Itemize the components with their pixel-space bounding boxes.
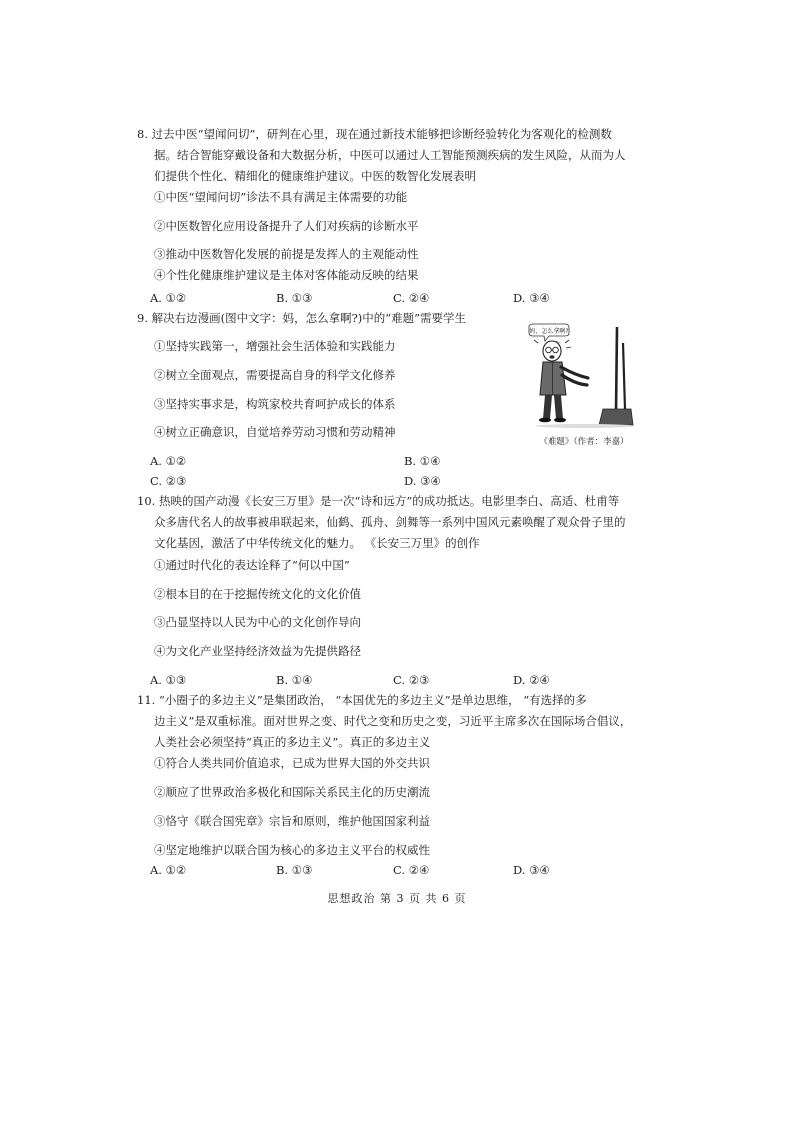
q10-option-a[interactable]: A. ①③ bbox=[150, 673, 187, 687]
q11-option-a[interactable]: A. ①② bbox=[150, 863, 187, 877]
cartoon-svg bbox=[525, 323, 640, 435]
q8-option-d[interactable]: D. ③④ bbox=[513, 291, 550, 305]
speech-text: 妈，怎么拿啊? bbox=[529, 328, 569, 335]
q10-statement-4: ④为文化产业坚持经济效益为先提供路径 bbox=[154, 644, 361, 658]
shoe-left bbox=[539, 418, 551, 423]
q8-option-a[interactable]: A. ①② bbox=[150, 291, 187, 305]
question-11-line-3: 人类社会必须坚持“真正的多边主义”。真正的多边主义 bbox=[154, 735, 431, 749]
dustpan bbox=[599, 409, 633, 425]
q8-statement-2: ②中医数智化应用设备提升了人们对疾病的诊断水平 bbox=[154, 219, 419, 233]
boy-leg-left bbox=[543, 395, 552, 419]
dustpan-handle bbox=[623, 343, 625, 409]
q10-statement-2: ②根本目的在于挖掘传统文化的文化价值 bbox=[154, 587, 361, 601]
q11-option-b[interactable]: B. ①③ bbox=[276, 863, 313, 877]
question-10 bbox=[137, 491, 667, 554]
q11-option-d[interactable]: D. ③④ bbox=[513, 863, 550, 877]
q8-statement-3: ③推动中医数智化发展的前提是发挥人的主观能动性 bbox=[154, 247, 419, 261]
q11-statement-3: ③恪守《联合国宪章》宗旨和原则，维护他国国家利益 bbox=[154, 814, 430, 828]
q10-option-c[interactable]: C. ②③ bbox=[393, 673, 430, 687]
question-8-line-1: 8. 过去中医“望闻问切”，研判在心里，现在通过新技术能够把诊断经验转化为客观化的检测数 bbox=[137, 127, 612, 141]
question-8 bbox=[137, 124, 667, 187]
q9-option-d[interactable]: D. ③④ bbox=[404, 474, 441, 488]
q10-statement-1: ①通过时代化的表达诠释了“何以中国” bbox=[154, 558, 350, 572]
q8-statement-4: ④个性化健康维护建议是主体对客体能动反映的结果 bbox=[154, 268, 419, 282]
question-11-line-2: 边主义”是双重标准。面对世界之变、时代之变和历史之变，习近平主席多次在国际场合倡议， bbox=[154, 714, 632, 728]
q9-statement-3: ③坚持实事求是，构筑家校共育呵护成长的体系 bbox=[154, 397, 396, 411]
cartoon-illustration bbox=[525, 323, 640, 435]
q9-statement-1: ①坚持实践第一，增强社会生活体验和实践能力 bbox=[154, 339, 396, 353]
q10-option-d[interactable]: D. ②④ bbox=[513, 673, 550, 687]
shoe-right bbox=[554, 418, 566, 423]
boy-mouth bbox=[549, 355, 554, 359]
page-footer: 思想政治 第 3 页 共 6 页 bbox=[327, 892, 467, 905]
question-11-line-1: 11. “小圈子的多边主义”是集团政治， “本国优先的多边主义”是单边思维， “有选择的多 bbox=[137, 693, 587, 707]
cartoon-caption: 《难题》（作者：李嘉） bbox=[539, 437, 629, 447]
q11-statement-2: ②顺应了世界政治多极化和国际关系民主化的历史潮流 bbox=[154, 785, 430, 799]
q10-statement-3: ③凸显坚持以人民为中心的文化创作导向 bbox=[154, 615, 361, 629]
question-10-line-3: 文化基因，激活了中华传统文化的魅力。 《长安三万里》的创作 bbox=[154, 536, 480, 550]
q9-option-b[interactable]: B. ①④ bbox=[404, 454, 441, 468]
broom-handle bbox=[616, 327, 617, 413]
q9-statement-2: ②树立全面观点，需要提高自身的科学文化修养 bbox=[154, 368, 396, 382]
q8-option-c[interactable]: C. ②④ bbox=[393, 291, 430, 305]
q9-option-a[interactable]: A. ①② bbox=[150, 454, 187, 468]
q8-statement-1: ①中医“望闻问切”诊法不具有满足主体需要的功能 bbox=[154, 190, 408, 204]
question-8-line-2: 据。结合智能穿戴设备和大数据分析，中医可以通过人工智能预测疾病的发生风险，从而为人 bbox=[154, 148, 626, 162]
question-10-line-2: 众多唐代名人的故事被串联起来，仙鹤、孤舟、剑舞等一系列中国风元素唤醒了观众骨子里的 bbox=[154, 515, 626, 529]
q8-option-b[interactable]: B. ①③ bbox=[276, 291, 313, 305]
q10-option-b[interactable]: B. ①④ bbox=[276, 673, 313, 687]
boy-leg-right bbox=[554, 395, 563, 419]
q11-statement-4: ④坚定地维护以联合国为核心的多边主义平台的权威性 bbox=[154, 843, 430, 857]
question-10-line-1: 10. 热映的国产动漫《长安三万里》是一次“诗和远方”的成功抵达。电影里李白、高适、杜甫等 bbox=[137, 494, 620, 508]
q11-option-c[interactable]: C. ②④ bbox=[393, 863, 430, 877]
q9-statement-4: ④树立正确意识，自觉培养劳动习惯和劳动精神 bbox=[154, 425, 396, 439]
question-11 bbox=[137, 690, 667, 753]
question-9-line-1: 9. 解决右边漫画(图中文字：妈，怎么拿啊?)中的“难题”需要学生 bbox=[137, 311, 467, 325]
q9-option-c[interactable]: C. ②③ bbox=[150, 474, 187, 488]
question-8-line-3: 们提供个性化、精细化的健康维护建议。中医的数智化发展表明 bbox=[154, 169, 476, 183]
q11-statement-1: ①符合人类共同价值追求，已成为世界大国的外交共识 bbox=[154, 756, 430, 770]
